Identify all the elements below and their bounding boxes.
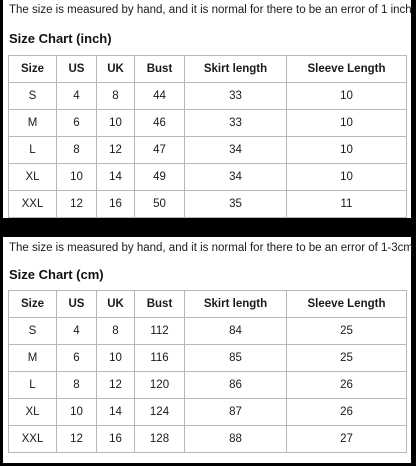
cell-sleeve-length: 11 — [287, 191, 407, 218]
table-row — [9, 318, 407, 345]
cell-us: 6 — [57, 110, 97, 137]
cell-size: M — [9, 110, 57, 137]
cell-bust: 49 — [135, 164, 185, 191]
table-row — [9, 345, 407, 372]
cell-uk: 12 — [97, 137, 135, 164]
cell-us: 4 — [57, 318, 97, 345]
size-table — [8, 290, 407, 453]
header-uk: UK — [97, 56, 135, 83]
cell-bust: 128 — [135, 426, 185, 453]
cell-sleeve-length: 10 — [287, 110, 407, 137]
cell-bust: 47 — [135, 137, 185, 164]
cell-sleeve-length: 26 — [287, 372, 407, 399]
header-size: Size — [9, 56, 57, 83]
table-row — [9, 164, 407, 191]
table-row — [9, 191, 407, 218]
cell-skirt-length: 84 — [185, 318, 287, 345]
cell-skirt-length: 33 — [185, 83, 287, 110]
header-us: US — [57, 291, 97, 318]
cell-uk: 14 — [97, 399, 135, 426]
table-row — [9, 426, 407, 453]
table-row — [9, 372, 407, 399]
cell-size: L — [9, 137, 57, 164]
cell-bust: 116 — [135, 345, 185, 372]
chart-title: Size Chart (cm) — [9, 267, 104, 282]
cell-sleeve-length: 25 — [287, 345, 407, 372]
cell-size: XL — [9, 164, 57, 191]
cell-uk: 8 — [97, 318, 135, 345]
cell-uk: 16 — [97, 426, 135, 453]
cell-sleeve-length: 10 — [287, 83, 407, 110]
cell-bust: 44 — [135, 83, 185, 110]
cell-size: M — [9, 345, 57, 372]
cell-skirt-length: 33 — [185, 110, 287, 137]
cell-skirt-length: 34 — [185, 137, 287, 164]
cell-sleeve-length: 26 — [287, 399, 407, 426]
cell-size: S — [9, 318, 57, 345]
cell-sleeve-length: 27 — [287, 426, 407, 453]
table-row — [9, 110, 407, 137]
cell-us: 4 — [57, 83, 97, 110]
cell-uk: 16 — [97, 191, 135, 218]
cell-us: 8 — [57, 372, 97, 399]
table-header-row — [9, 291, 407, 318]
cell-uk: 8 — [97, 83, 135, 110]
size-chart-cm-panel — [3, 237, 411, 463]
cell-us: 10 — [57, 399, 97, 426]
cell-us: 8 — [57, 137, 97, 164]
cell-skirt-length: 85 — [185, 345, 287, 372]
cell-skirt-length: 34 — [185, 164, 287, 191]
cell-bust: 46 — [135, 110, 185, 137]
cell-us: 12 — [57, 426, 97, 453]
table-row — [9, 399, 407, 426]
cell-skirt-length: 35 — [185, 191, 287, 218]
cell-bust: 120 — [135, 372, 185, 399]
cell-sleeve-length: 25 — [287, 318, 407, 345]
chart-title: Size Chart (inch) — [9, 31, 112, 46]
cell-bust: 50 — [135, 191, 185, 218]
header-skirt-length: Skirt length — [185, 291, 287, 318]
cell-size: S — [9, 83, 57, 110]
cell-skirt-length: 87 — [185, 399, 287, 426]
header-sleeve-length: Sleeve Length — [287, 56, 407, 83]
cell-uk: 12 — [97, 372, 135, 399]
table-header-row — [9, 56, 407, 83]
cell-us: 10 — [57, 164, 97, 191]
cell-size: XXL — [9, 191, 57, 218]
cell-bust: 124 — [135, 399, 185, 426]
header-uk: UK — [97, 291, 135, 318]
cell-skirt-length: 86 — [185, 372, 287, 399]
table-row — [9, 83, 407, 110]
header-bust: Bust — [135, 56, 185, 83]
cell-size: XXL — [9, 426, 57, 453]
measurement-note: The size is measured by hand, and it is normal for there to be an error of 1-3cm — [9, 242, 413, 254]
measurement-note: The size is measured by hand, and it is normal for there to be an error of 1 inch — [9, 4, 412, 16]
cell-size: L — [9, 372, 57, 399]
header-skirt-length: Skirt length — [185, 56, 287, 83]
cell-us: 12 — [57, 191, 97, 218]
header-size: Size — [9, 291, 57, 318]
cell-size: XL — [9, 399, 57, 426]
header-sleeve-length: Sleeve Length — [287, 291, 407, 318]
cell-uk: 10 — [97, 110, 135, 137]
cell-skirt-length: 88 — [185, 426, 287, 453]
cell-sleeve-length: 10 — [287, 164, 407, 191]
cell-us: 6 — [57, 345, 97, 372]
cell-sleeve-length: 10 — [287, 137, 407, 164]
header-bust: Bust — [135, 291, 185, 318]
cell-uk: 14 — [97, 164, 135, 191]
cell-uk: 10 — [97, 345, 135, 372]
cell-bust: 112 — [135, 318, 185, 345]
size-chart-inch-panel — [3, 0, 411, 218]
size-table — [8, 55, 407, 218]
header-us: US — [57, 56, 97, 83]
table-row — [9, 137, 407, 164]
